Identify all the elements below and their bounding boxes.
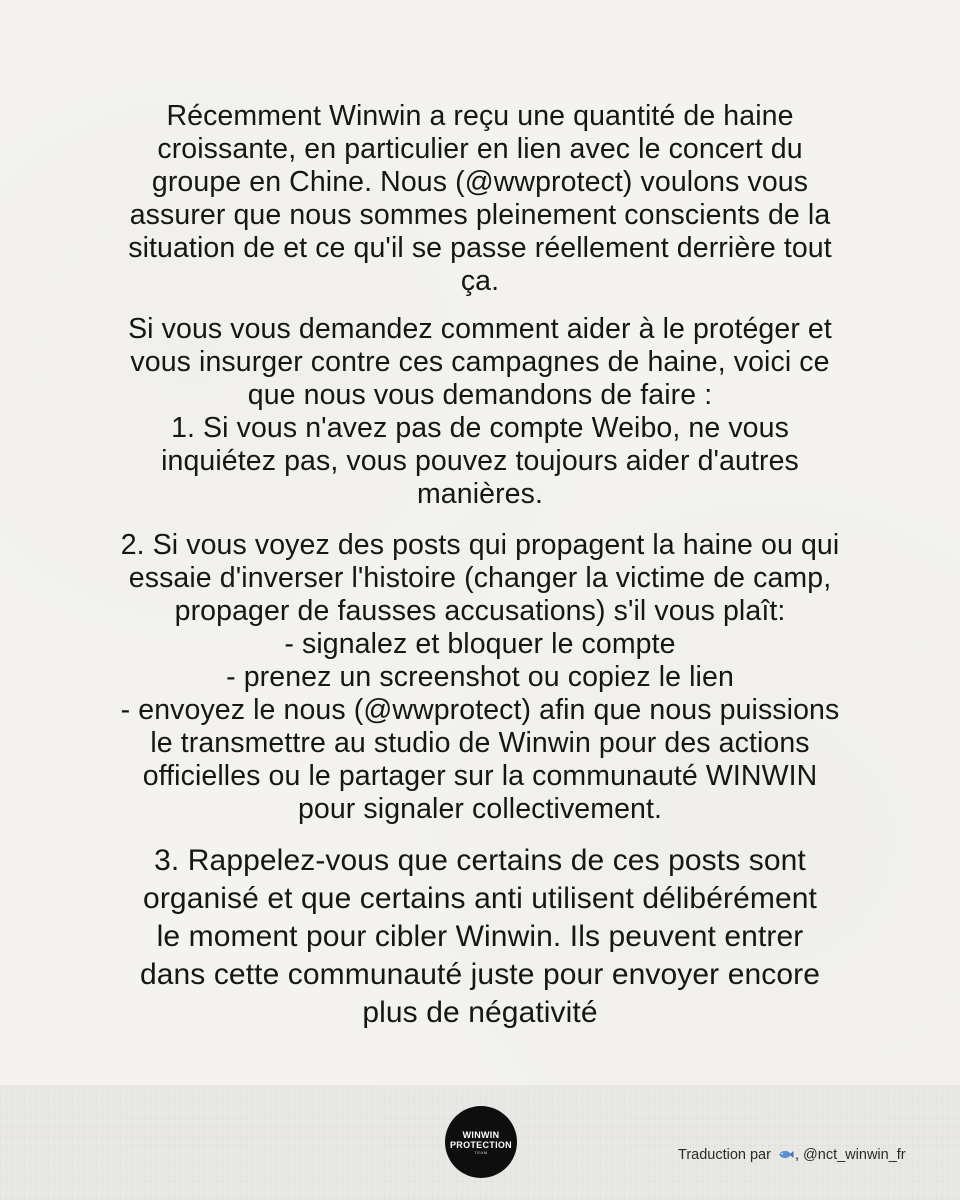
logo-line-1: WINWIN (462, 1129, 500, 1140)
translation-credit (678, 1147, 906, 1163)
text-line: officielles ou le partager sur la communauté WINWIN (142, 760, 818, 792)
text-line: 3. Rappelez-vous que certains de ces posts sont (154, 844, 806, 877)
winwin-protection-logo (445, 1106, 517, 1178)
paragraph-step-3 (60, 842, 900, 1032)
logo-line-3: TEAM (474, 1149, 488, 1155)
credit-handle: , @nct_winwin_fr (795, 1147, 906, 1163)
text-line: pour signaler collectivement. (297, 793, 663, 825)
text-line: le transmettre au studio de Winwin pour des actions (150, 727, 810, 759)
text-line: croissante, en particulier en lien avec le concert du (157, 133, 803, 165)
logo-line-2: PROTECTION (449, 1139, 512, 1150)
text-line: ça. (460, 265, 500, 297)
text-line: 2. Si vous voyez des posts qui propagent la haine ou qui (120, 529, 840, 561)
text-line: - envoyez le nous (@wwprotect) afin que nous puissions (120, 694, 840, 726)
text-line: vous insurger contre ces campagnes de haine, voici ce (130, 346, 830, 378)
text-line: - signalez et bloquer le compte (284, 628, 676, 660)
fish-icon (778, 1149, 794, 1160)
text-line: Si vous vous demandez comment aider à le protéger et (128, 313, 832, 345)
credit-prefix: Traduction par (678, 1147, 771, 1163)
announcement-text (60, 100, 900, 1032)
text-line: propager de fausses accusations) s'il vous plaît: (174, 595, 786, 627)
text-line: le moment pour cibler Winwin. Ils peuvent entrer (156, 920, 804, 953)
text-line: que nous vous demandons de faire : (247, 379, 713, 411)
text-line: dans cette communauté juste pour envoyer encore (139, 958, 821, 991)
paragraph-intro (60, 100, 900, 298)
text-line: Récemment Winwin a reçu une quantité de haine (166, 100, 794, 132)
paragraph-how-to-help (60, 313, 900, 511)
text-line: assurer que nous sommes pleinement conscients de la (129, 199, 831, 231)
text-line: essaie d'inverser l'histoire (changer la victime de camp, (128, 562, 832, 594)
text-line: manières. (416, 478, 544, 510)
text-line: plus de négativité (362, 996, 598, 1029)
text-line: situation de et ce qu'il se passe réellement derrière tout (128, 232, 832, 264)
text-line: inquiétez pas, vous pouvez toujours aider d'autres (161, 445, 799, 477)
text-line: - prenez un screenshot ou copiez le lien (226, 661, 734, 693)
text-line: groupe en Chine. Nous (@wwprotect) voulons vous (151, 166, 809, 198)
text-line: organisé et que certains anti utilisent délibérément (143, 882, 817, 915)
paragraph-step-2 (60, 529, 900, 826)
text-line: 1. Si vous n'avez pas de compte Weibo, ne vous (171, 412, 789, 444)
